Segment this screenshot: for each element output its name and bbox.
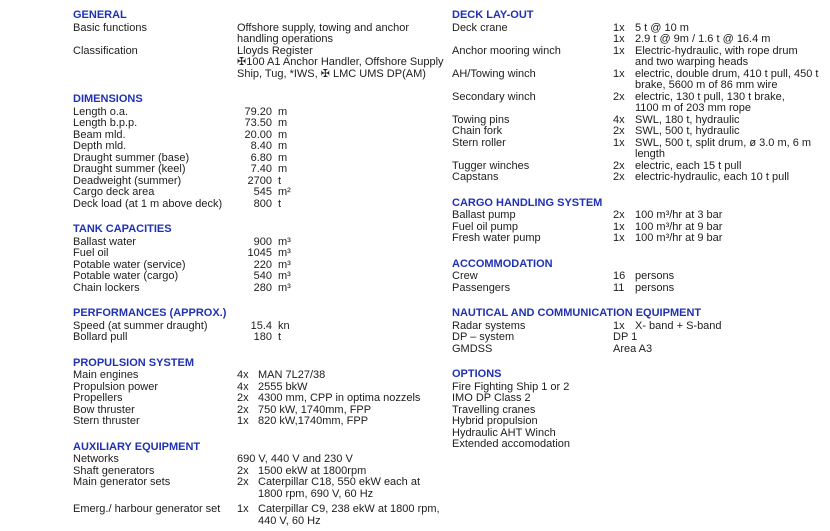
spec-label: Radar systems	[452, 319, 526, 332]
spec-section	[73, 10, 447, 80]
spec-row	[452, 233, 830, 245]
spec-entries	[613, 92, 830, 115]
spec-label: Towing pins	[452, 113, 510, 126]
spec-label: Potable water (cargo)	[73, 270, 179, 282]
spec-value-line: Electric-hydraulic, with rope drum	[635, 44, 798, 57]
spec-value-line: 1800 rpm, 690 V, 60 Hz	[258, 487, 374, 500]
spec-value	[635, 210, 830, 222]
spec-value-line: 690 V, 440 V and 230 V	[237, 453, 353, 465]
spec-value-line: SWL, 500 t, split drum, ø 3.0 m, 6 m	[635, 136, 812, 149]
spec-label: Length b.p.p.	[73, 117, 138, 129]
spec-entry	[613, 210, 830, 222]
spec-entry	[613, 321, 830, 333]
spec-value-line: 440 V, 60 Hz	[258, 514, 321, 527]
spec-section	[452, 259, 830, 295]
spec-section	[452, 369, 830, 451]
spec-label: Ballast water	[73, 235, 136, 248]
spec-row	[452, 138, 830, 161]
spec-row	[452, 271, 830, 283]
spec-label: Length o.a.	[73, 105, 129, 118]
spec-row	[73, 477, 447, 500]
spec-value-unit: m³	[278, 247, 291, 259]
spec-label: Shaft generators	[73, 464, 155, 477]
spec-row	[73, 332, 447, 344]
spec-value-unit: m³	[278, 270, 291, 282]
spec-section	[73, 94, 447, 210]
spec-value-line: 5 t @ 10 m	[635, 21, 689, 34]
spec-section	[73, 358, 447, 428]
spec-entries	[237, 393, 447, 405]
spec-value	[613, 332, 830, 344]
spec-label: Chain fork	[452, 125, 503, 137]
spec-row	[452, 46, 830, 69]
spec-row	[73, 248, 447, 260]
spec-label: Draught summer (keel)	[73, 163, 186, 175]
spec-value-line: 2.9 t @ 9m / 1.6 t @ 16.4 m	[635, 33, 771, 45]
spec-section	[452, 308, 830, 355]
spec-value-unit: m	[278, 117, 288, 129]
spec-value-number: 8.40	[250, 140, 272, 152]
spec-qty: 2x	[613, 209, 625, 221]
spec-value-line: X- band + S-band	[635, 319, 722, 332]
spec-entries	[237, 477, 447, 500]
spec-label: Cargo deck area	[73, 186, 155, 198]
option-item: Travelling cranes	[452, 403, 536, 416]
section-title: CARGO HANDLING SYSTEM	[452, 196, 603, 209]
spec-value-line: Area A3	[613, 342, 653, 355]
spec-value	[237, 23, 447, 46]
spec-row	[452, 126, 830, 138]
spec-qty: 2x	[613, 125, 625, 137]
option-item: Extended accomodation	[452, 438, 571, 450]
spec-value	[635, 172, 830, 184]
spec-qty: 16	[613, 270, 626, 282]
spec-qty: 1x	[237, 415, 249, 427]
spec-value-line: MAN 7L27/38	[258, 369, 326, 381]
spec-qty: 4x	[237, 380, 249, 393]
spec-row	[73, 187, 447, 199]
spec-entry	[237, 416, 447, 428]
spec-entry	[237, 477, 447, 500]
spec-value-unit: m	[278, 140, 288, 152]
spec-entries	[613, 210, 830, 222]
spec-qty: 1x	[613, 44, 625, 57]
spec-value-unit: m	[278, 128, 288, 141]
spec-value	[635, 69, 830, 92]
section-title: GENERAL	[73, 9, 127, 21]
spec-value-number: 180	[253, 331, 272, 343]
spec-value	[635, 92, 830, 115]
spec-value	[258, 477, 447, 500]
spec-value-number: 2700	[247, 174, 272, 187]
spec-value-line: 1100 m of 203 mm rope	[635, 102, 751, 114]
spec-value-unit: m³	[278, 258, 291, 271]
option-item: Hydraulic AHT Winch	[452, 426, 556, 439]
spec-label: Networks	[73, 453, 119, 465]
spec-value-number: 79.20	[244, 105, 272, 118]
spec-entries	[237, 416, 447, 428]
left-column	[73, 10, 447, 531]
spec-value-line: and two warping heads	[635, 56, 749, 68]
section-title: DIMENSIONS	[73, 93, 143, 105]
spec-section	[452, 198, 830, 245]
spec-label: Potable water (service)	[73, 258, 186, 271]
spec-qty: 1x	[613, 319, 625, 332]
spec-qty: 1x	[237, 503, 249, 515]
spec-label: Bow thruster	[73, 403, 135, 416]
spec-row	[73, 370, 447, 382]
spec-label: Main engines	[73, 369, 139, 381]
spec-entries	[237, 504, 447, 527]
section-title: AUXILIARY EQUIPMENT	[73, 440, 201, 453]
spec-row	[73, 416, 447, 428]
section-title: ACCOMMODATION	[452, 257, 553, 270]
spec-qty: 1x	[613, 232, 625, 244]
spec-value	[613, 344, 830, 356]
spec-value-number: 800	[253, 197, 272, 210]
spec-value-line: length	[635, 148, 665, 160]
spec-entry	[613, 172, 830, 184]
spec-entry	[613, 138, 830, 161]
spec-value	[635, 46, 830, 69]
spec-value-line: ✠100 A1 Anchor Handler, Offshore Supply	[237, 56, 444, 68]
spec-row	[73, 393, 447, 405]
spec-label: AH/Towing winch	[452, 67, 536, 80]
spec-value-unit: t	[278, 174, 282, 187]
spec-value-line: electric-hydraulic, each 10 t pull	[635, 171, 790, 183]
spec-row	[73, 141, 447, 153]
spec-label: Passengers	[452, 281, 511, 294]
spec-row	[73, 23, 447, 46]
spec-qty: 2x	[237, 476, 249, 488]
spec-section	[73, 442, 447, 528]
spec-label: Propulsion power	[73, 380, 158, 393]
spec-row	[73, 46, 447, 81]
spec-value-number: 73.50	[244, 117, 272, 129]
spec-value-unit: m³	[278, 281, 291, 294]
spec-entry	[237, 504, 447, 527]
spec-value-unit: m²	[278, 186, 291, 198]
spec-label: Speed (at summer draught)	[73, 319, 208, 332]
spec-value	[635, 283, 830, 295]
spec-value-line: persons	[635, 281, 675, 294]
spec-qty: 11	[613, 281, 625, 294]
spec-row	[73, 283, 447, 295]
spec-value-line: brake, 5600 m of 86 mm wire	[635, 79, 778, 91]
spec-value-line: Caterpillar C9, 238 ekW at 1800 rpm,	[258, 503, 440, 515]
spec-entries	[613, 46, 830, 69]
spec-label: Stern thruster	[73, 415, 140, 427]
spec-entry	[613, 126, 830, 138]
spec-row	[452, 344, 830, 356]
spec-value-line: 100 m³/hr at 3 bar	[635, 209, 723, 221]
spec-value-line: 1500 ekW at 1800rpm	[258, 464, 367, 477]
spec-value-line: Ship, Tug, *IWS, ✠ LMC UMS DP(AM)	[237, 67, 426, 80]
spec-entries	[237, 370, 447, 382]
spec-value-unit: m³	[278, 235, 291, 248]
spec-value-line: electric, double drum, 410 t pull, 450 t	[635, 67, 819, 80]
spec-qty: 2x	[613, 159, 625, 172]
spec-entry	[237, 370, 447, 382]
section-title: NAUTICAL AND COMMUNICATION EQUIPMENT	[452, 307, 702, 319]
spec-row	[73, 504, 447, 527]
spec-value	[635, 271, 830, 283]
spec-value-line: 2555 bkW	[258, 380, 308, 393]
section-title: PROPULSION SYSTEM	[73, 356, 195, 369]
spec-qty: 2x	[237, 403, 249, 416]
spec-value-number: 280	[253, 281, 272, 294]
spec-value-number: 7.40	[250, 163, 272, 175]
spec-label: Main generator sets	[73, 476, 171, 488]
spec-label: Draught summer (base)	[73, 151, 190, 164]
spec-value-number: 220	[253, 258, 272, 271]
spec-entry	[613, 34, 830, 46]
spec-value	[635, 126, 830, 138]
spec-label: Chain lockers	[73, 281, 140, 294]
spec-label: Crew	[452, 270, 478, 282]
spec-value-line: SWL, 180 t, hydraulic	[635, 113, 740, 126]
section-title: DECK LAY-OUT	[452, 9, 534, 21]
spec-label: Deck load (at 1 m above deck)	[73, 197, 223, 210]
spec-label: Anchor mooring winch	[452, 44, 561, 57]
spec-qty: 2x	[237, 392, 249, 404]
spec-section	[73, 308, 447, 344]
spec-value	[258, 393, 447, 405]
spec-value	[635, 321, 830, 333]
spec-row	[452, 92, 830, 115]
spec-value-number: 15.4	[250, 319, 272, 332]
spec-qty: 1x	[613, 67, 625, 80]
spec-section	[73, 224, 447, 294]
option-item: IMO DP Class 2	[452, 392, 531, 404]
spec-entries	[613, 172, 830, 184]
spec-value-unit: t	[278, 197, 282, 210]
spec-entries	[613, 69, 830, 92]
spec-row	[73, 199, 447, 211]
spec-value	[237, 454, 447, 466]
spec-value-number: 1045	[247, 247, 272, 259]
spec-label: Fuel oil	[73, 247, 109, 259]
spec-value	[635, 138, 830, 161]
spec-entry	[237, 393, 447, 405]
spec-entries	[613, 126, 830, 138]
spec-label: Ballast pump	[452, 209, 516, 221]
spec-value	[635, 233, 830, 245]
right-column	[452, 10, 830, 465]
spec-entries	[613, 283, 830, 295]
spec-value-number: 900	[253, 235, 272, 248]
spec-qty: 1x	[613, 33, 625, 45]
spec-row	[452, 210, 830, 222]
section-title: PERFORMANCES (APPROX.)	[73, 307, 227, 319]
spec-label: Propellers	[73, 392, 123, 404]
spec-value-number: 540	[253, 270, 272, 282]
spec-qty: 2x	[237, 464, 249, 477]
spec-label: Capstans	[452, 171, 499, 183]
spec-qty: 2x	[613, 171, 625, 183]
spec-entry	[613, 69, 830, 92]
spec-value-unit: m	[278, 163, 288, 175]
spec-row	[452, 69, 830, 92]
spec-label: Secondary winch	[452, 90, 536, 103]
spec-label: Deadweight (summer)	[73, 174, 182, 187]
spec-entry	[613, 46, 830, 69]
spec-value-line: 820 kW,1740mm, FPP	[258, 415, 369, 427]
spec-label: Emerg./ harbour generator set	[73, 503, 221, 515]
spec-label: Depth mld.	[73, 140, 127, 152]
spec-entries	[613, 23, 830, 46]
spec-value-unit: t	[278, 331, 282, 343]
spec-value-unit: m	[278, 151, 288, 164]
spec-entry	[613, 92, 830, 115]
spec-entries	[613, 138, 830, 161]
spec-label: Deck crane	[452, 21, 508, 34]
spec-value-line: electric, each 15 t pull	[635, 159, 742, 172]
spec-label: Fresh water pump	[452, 232, 541, 244]
spec-entries	[613, 321, 830, 333]
spec-value	[237, 46, 447, 81]
spec-qty: 1x	[613, 220, 625, 233]
spec-row	[452, 283, 830, 295]
spec-label: Beam mld.	[73, 128, 126, 141]
spec-value-line: electric, 130 t pull, 130 t brake,	[635, 90, 785, 103]
spec-value-number: 545	[253, 186, 272, 198]
spec-row	[73, 454, 447, 466]
spec-value-line: persons	[635, 270, 675, 282]
spec-value-unit: m	[278, 105, 288, 118]
spec-row	[73, 271, 447, 283]
section-title: TANK CAPACITIES	[73, 223, 172, 235]
spec-entries	[613, 233, 830, 245]
spec-value-line: 100 m³/hr at 9 bar	[635, 220, 723, 233]
spec-label: GMDSS	[452, 342, 493, 355]
spec-label: Bollard pull	[73, 331, 128, 343]
spec-entries	[613, 271, 830, 283]
spec-qty: 1x	[613, 21, 625, 34]
spec-label: Basic functions	[73, 21, 147, 34]
spec-entry	[613, 283, 830, 295]
spec-qty: 2x	[613, 90, 625, 103]
spec-value	[258, 370, 447, 382]
spec-row	[73, 118, 447, 130]
spec-label: Fuel oil pump	[452, 220, 519, 233]
spec-row	[452, 23, 830, 46]
option-item: Hybrid propulsion	[452, 415, 538, 427]
spec-value	[258, 416, 447, 428]
spec-value-line: 100 m³/hr at 9 bar	[635, 232, 723, 244]
spec-value-line: 750 kW, 1740mm, FPP	[258, 403, 372, 416]
spec-entry	[613, 271, 830, 283]
spec-label: Stern roller	[452, 136, 506, 149]
spec-entry	[613, 233, 830, 245]
spec-row	[452, 172, 830, 184]
spec-value-line: Lloyds Register	[237, 44, 313, 57]
spec-section	[452, 10, 830, 184]
spec-value	[635, 34, 830, 46]
spec-qty: 1x	[613, 136, 625, 149]
spec-qty: 4x	[237, 369, 249, 381]
spec-label: DP – system	[452, 331, 515, 343]
spec-qty: 4x	[613, 113, 625, 126]
spec-value-line: Caterpillar C18, 550 ekW each at	[258, 476, 421, 488]
spec-value-line: Offshore supply, towing and anchor	[237, 21, 410, 34]
spec-value-number: 20.00	[244, 128, 272, 141]
spec-value-line: 4300 mm, CPP in optima nozzels	[258, 392, 421, 404]
spec-label: Tugger winches	[452, 159, 530, 172]
spec-value-line: handling operations	[237, 33, 334, 45]
spec-row	[73, 164, 447, 176]
option-item: Fire Fighting Ship 1 or 2	[452, 380, 570, 393]
spec-value	[258, 504, 447, 527]
spec-row	[452, 332, 830, 344]
section-title: OPTIONS	[452, 368, 502, 380]
spec-value-number: 6.80	[250, 151, 272, 164]
spec-value-line: DP 1	[613, 331, 638, 343]
spec-value-unit: kn	[278, 319, 290, 332]
spec-label: Classification	[73, 44, 138, 57]
spec-value-line: SWL, 500 t, hydraulic	[635, 125, 740, 137]
